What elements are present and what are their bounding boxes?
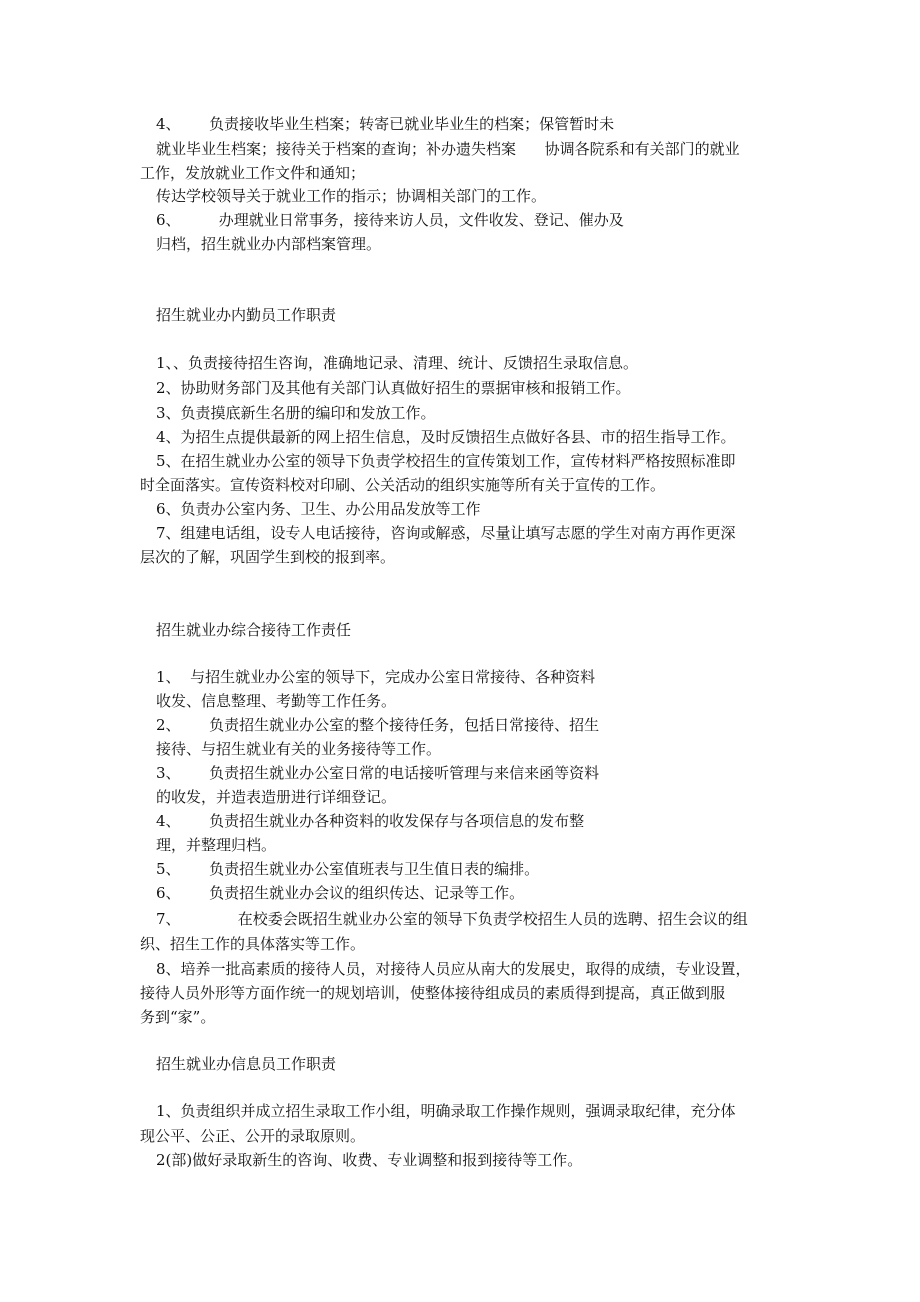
paragraph-line: 现公平、公正、公开的录取原则。 bbox=[140, 1127, 366, 1145]
section-heading: 招生就业办内勤员工作职责 bbox=[156, 306, 337, 324]
paragraph-line: 的收发，并造表造册进行详细登记。 bbox=[156, 788, 397, 806]
paragraph-line: 5、 负责招生就业办公室值班表与卫生值日表的编排。 bbox=[156, 860, 540, 878]
paragraph-line: 4、为招生点提供最新的网上招生信息，及时反馈招生点做好各县、市的招生指导工作。 bbox=[156, 428, 736, 446]
section-heading: 招生就业办综合接待工作责任 bbox=[156, 621, 352, 639]
paragraph-line: 1、 与招生就业办公室的领导下，完成办公室日常接待、各种资料 bbox=[156, 668, 596, 686]
paragraph-line: 时全面落实。宣传资料校对印刷、公关活动的组织实施等所有关于宣传的工作。 bbox=[140, 476, 666, 494]
paragraph-line: 织、招生工作的具体落实等工作。 bbox=[140, 935, 366, 953]
paragraph-line: 1、、负责接待招生咨询，准确地记录、清理、统计、反馈招生录取信息。 bbox=[156, 354, 639, 372]
paragraph-line: 接待人员外形等方面作统一的规划培训，使整体接待组成员的素质得到提高，真正做到服 bbox=[140, 984, 726, 1002]
paragraph-line: 工作，发放就业工作文件和通知； bbox=[140, 164, 366, 182]
paragraph-line: 2(部)做好录取新生的咨询、收费、专业调整和报到接待等工作。 bbox=[156, 1151, 583, 1169]
paragraph-line: 6、 负责招生就业办会议的组织传达、记录等工作。 bbox=[156, 884, 525, 902]
paragraph-line: 收发、信息整理、考勤等工作任务。 bbox=[156, 692, 397, 710]
paragraph-line: 务到“家”。 bbox=[140, 1008, 216, 1026]
paragraph-line: 接待、与招生就业有关的业务接待等工作。 bbox=[156, 740, 442, 758]
paragraph-line: 6、 办理就业日常事务，接待来访人员，文件收发、登记、催办及 bbox=[156, 211, 624, 229]
paragraph-line: 2、 负责招生就业办公室的整个接待任务，包括日常接待、招生 bbox=[156, 716, 600, 734]
paragraph-line: 7、 在校委会既招生就业办公室的领导下负责学校招生人员的选聘、招生会议的组 bbox=[156, 910, 748, 928]
paragraph-line: 2、协助财务部门及其他有关部门认真做好招生的票据审核和报销工作。 bbox=[156, 379, 631, 397]
paragraph-line: 3、负责摸底新生名册的编印和发放工作。 bbox=[156, 404, 436, 422]
paragraph-line: 4、 负责招生就业办各种资料的收发保存与各项信息的发布整 bbox=[156, 812, 585, 830]
paragraph-line: 8、培养一批高素质的接待人员，对接待人员应从南大的发展史，取得的成绩，专业设置， bbox=[156, 960, 751, 978]
paragraph-line: 传达学校领导关于就业工作的指示；协调相关部门的工作。 bbox=[156, 187, 547, 205]
paragraph-line: 理，并整理归档。 bbox=[156, 836, 277, 854]
paragraph-line: 归档，招生就业办内部档案管理。 bbox=[156, 235, 382, 253]
paragraph-line: 4、 负责接收毕业生档案；转寄已就业毕业生的档案；保管暂时未 bbox=[156, 115, 615, 133]
paragraph-line: 3、 负责招生就业办公室日常的电话接听管理与来信来函等资料 bbox=[156, 764, 600, 782]
paragraph-line: 6、负责办公室内务、卫生、办公用品发放等工作 bbox=[156, 500, 481, 518]
section-heading: 招生就业办信息员工作职责 bbox=[156, 1055, 337, 1073]
paragraph-line: 7、组建电话组，设专人电话接待，咨询或解惑，尽量让填写志愿的学生对南方再作更深 bbox=[156, 524, 736, 542]
paragraph-line: 5、在招生就业办公室的领导下负责学校招生的宣传策划工作，宣传材料严格按照标准即 bbox=[156, 452, 736, 470]
paragraph-line: 层次的了解，巩固学生到校的报到率。 bbox=[140, 548, 396, 566]
paragraph-line: 1、负责组织并成立招生录取工作小组，明确录取工作操作规则，强调录取纪律，充分体 bbox=[156, 1102, 736, 1120]
paragraph-line: 就业毕业生档案；接待关于档案的查询；补办遗失档案 协调各院系和有关部门的就业 bbox=[156, 140, 740, 158]
